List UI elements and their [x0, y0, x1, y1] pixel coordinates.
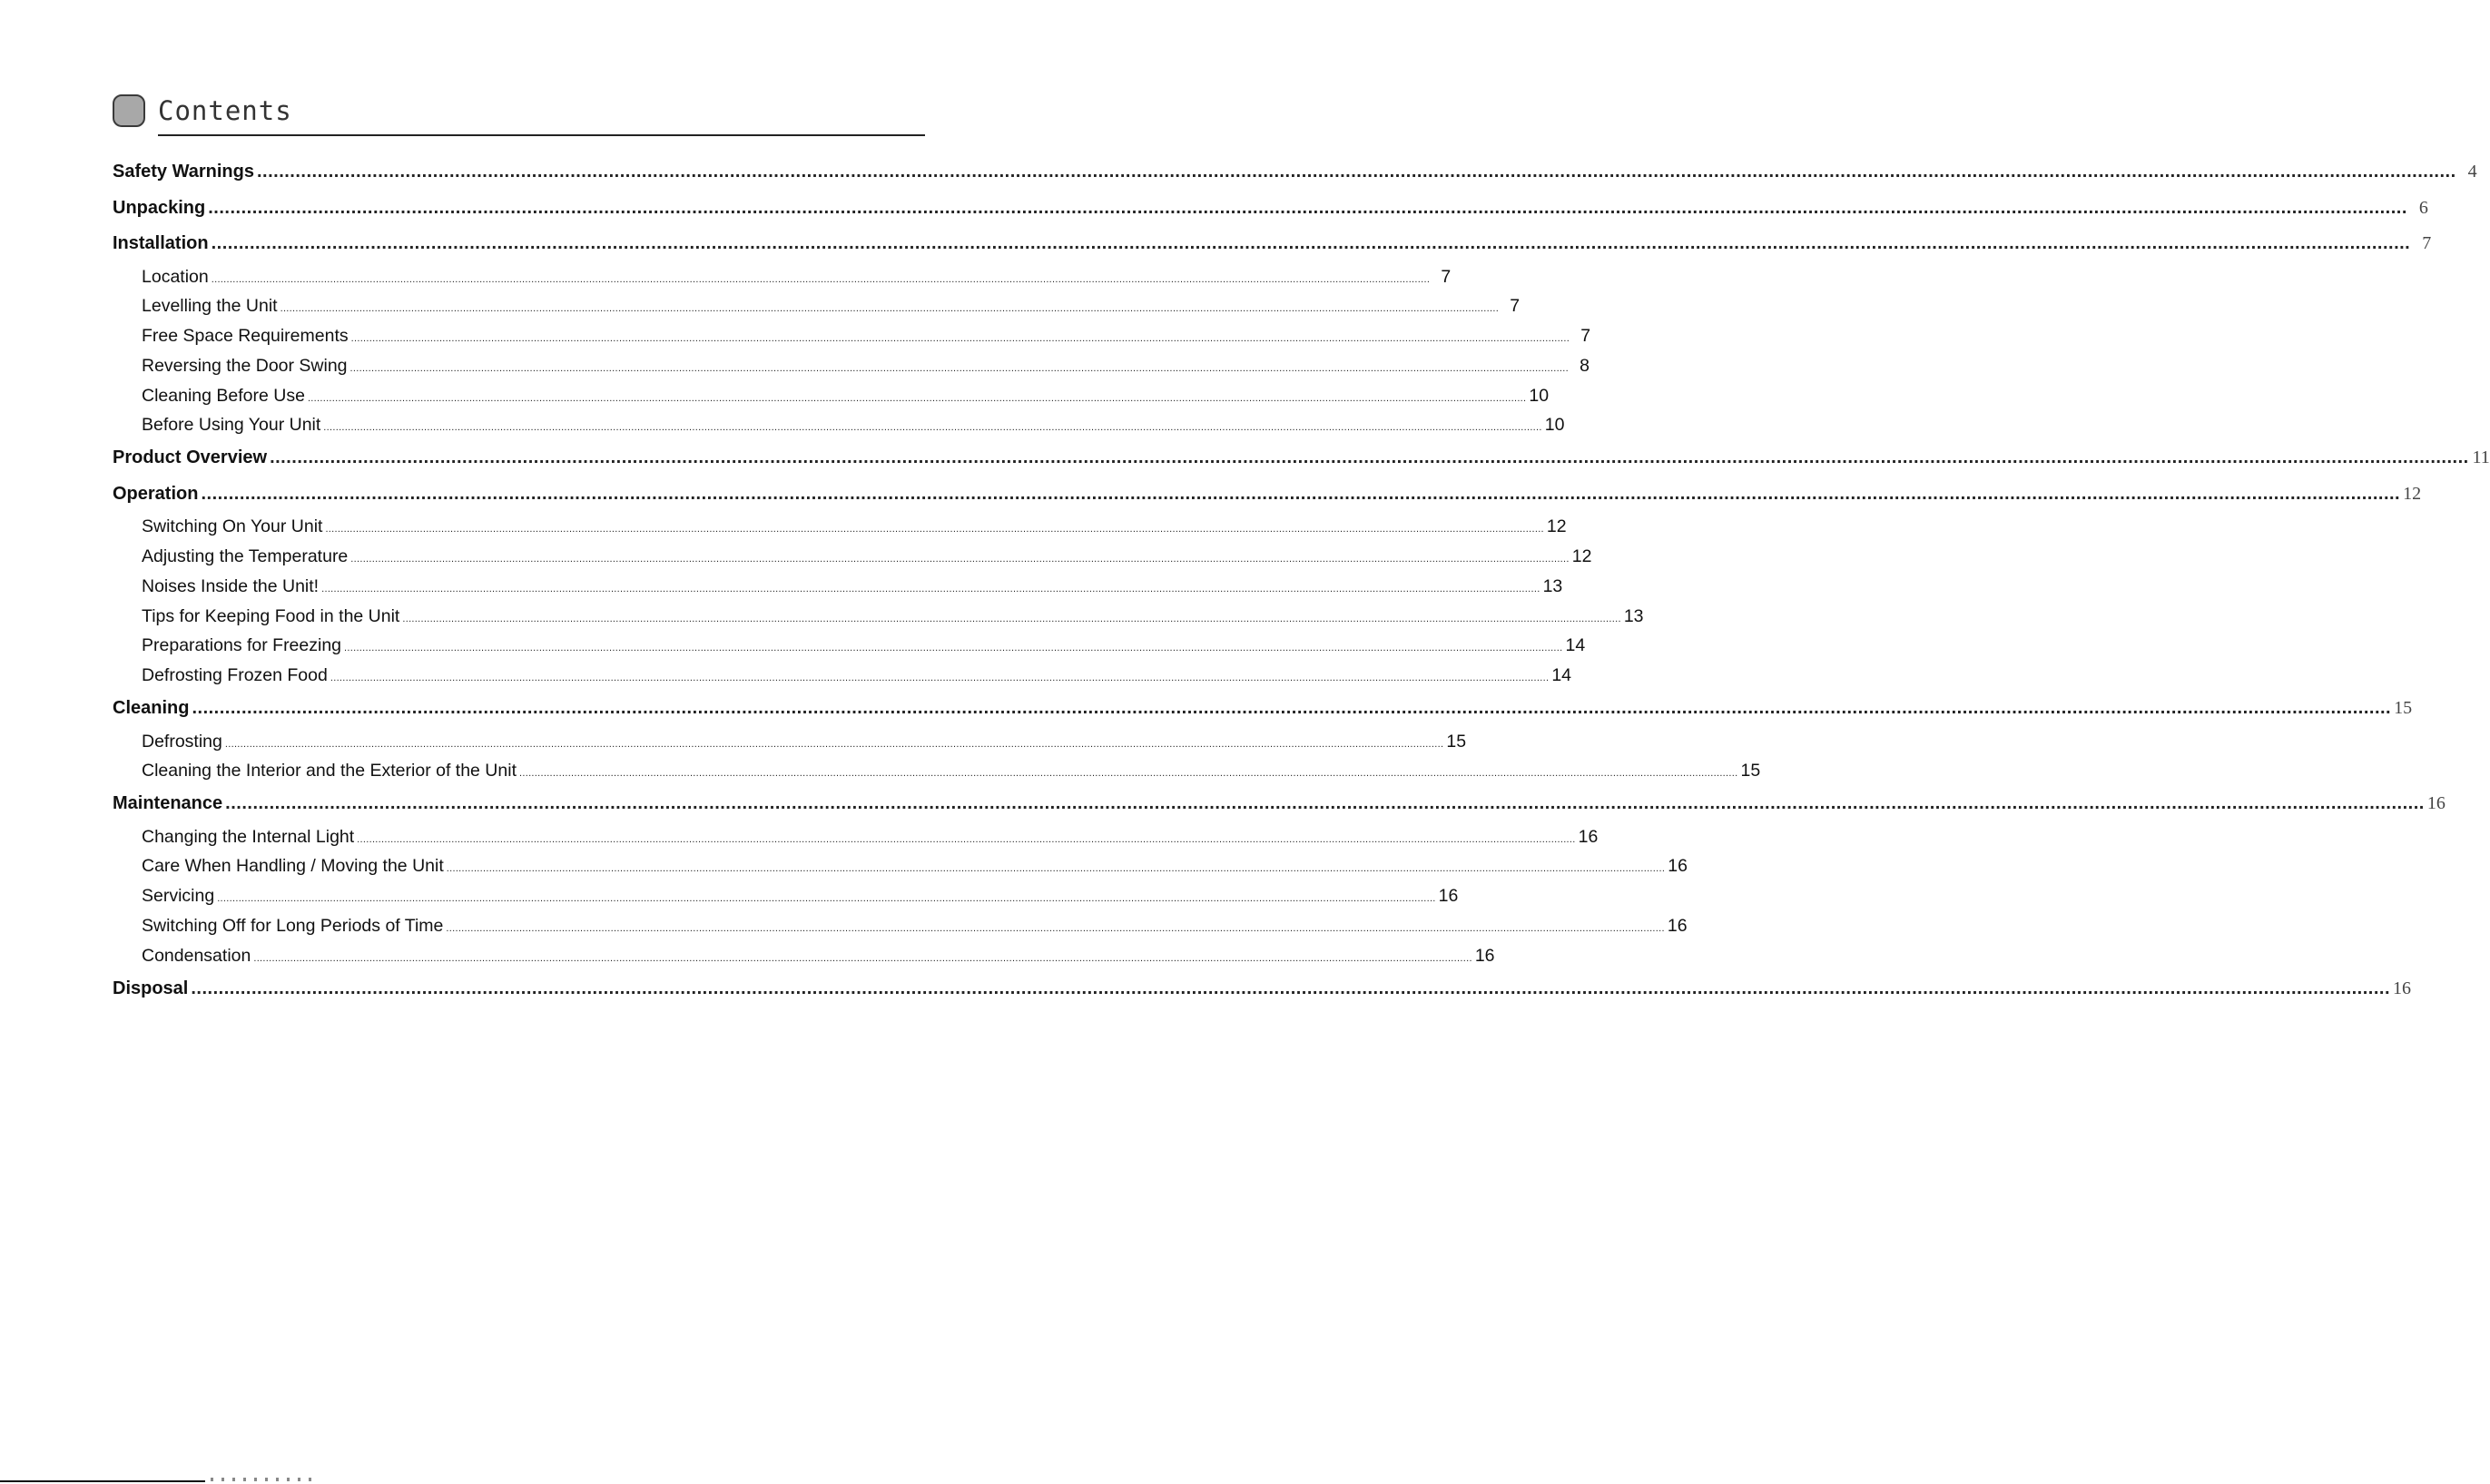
dot-leader: ................................................................................................................................................................................................................................................................................................................................................................................................................ — [330, 673, 1550, 684]
toc-entry-page-number: 13 — [1542, 575, 1563, 596]
toc-entry-label: Switching Off for Long Periods of Time — [142, 916, 444, 937]
toc-section-entry[interactable] — [113, 226, 2432, 262]
toc-entry-label: Preparations for Freezing — [142, 635, 342, 656]
rounded-square-icon — [113, 94, 145, 127]
toc-subsection-entry[interactable] — [113, 661, 1572, 691]
dot-leader: ................................................................................................................................................................................................................................................................................................................................................................................................................ — [357, 833, 1576, 845]
dot-leader: ................................................................................................................................................................................................................................................................................................................................................................................................................ — [208, 197, 2407, 218]
toc-entry-page-number: 15 — [1740, 761, 1761, 781]
dot-leader: ................................................................................................................................................................................................................................................................................................................................................................................................................ — [307, 392, 1527, 404]
toc-entry-page-number: 16 — [1667, 916, 1688, 937]
dot-leader: ................................................................................................................................................................................................................................................................................................................................................................................................................ — [350, 333, 1570, 345]
toc-section-entry[interactable] — [113, 971, 2412, 1007]
toc-entry-page-number: 12 — [2403, 483, 2422, 504]
toc-entry-page-number: 7 — [2422, 233, 2432, 253]
toc-entry-page-number: 4 — [2467, 162, 2477, 182]
toc-entry-label: Cleaning the Interior and the Exterior of the Unit — [142, 761, 517, 781]
page-title: Contents — [158, 95, 292, 126]
dot-leader: ................................................................................................................................................................................................................................................................................................................................................................................................................ — [270, 447, 2469, 468]
toc-entry-page-number: 16 — [2426, 793, 2446, 814]
dot-leader: ................................................................................................................................................................................................................................................................................................................................................................................................................ — [211, 273, 1431, 285]
toc-subsection-entry[interactable] — [113, 512, 1567, 542]
toc-subsection-entry[interactable] — [113, 572, 1563, 602]
toc-entry-label: Operation — [113, 483, 199, 504]
toc-entry-page-number: 7 — [1580, 326, 1591, 347]
toc-entry-label: Changing the Internal Light — [142, 826, 355, 847]
toc-entry-label: Cleaning Before Use — [142, 385, 305, 406]
dot-leader: ................................................................................................................................................................................................................................................................................................................................................................................................................ — [446, 863, 1666, 875]
dot-leader: ................................................................................................................................................................................................................................................................................................................................................................................................................ — [350, 554, 1570, 565]
toc-entry-label: Noises Inside the Unit! — [142, 575, 320, 596]
toc-entry-page-number: 14 — [1551, 665, 1572, 686]
toc-entry-page-number: 10 — [1544, 415, 1565, 436]
dot-leader: ................................................................................................................................................................................................................................................................................................................................................................................................................ — [402, 613, 1621, 624]
dot-leader: ................................................................................................................................................................................................................................................................................................................................................................................................................ — [253, 952, 1472, 964]
dot-leader: ................................................................................................................................................................................................................................................................................................................................................................................................................ — [321, 583, 1540, 595]
toc-section-entry[interactable] — [113, 154, 2477, 191]
toc-section-entry[interactable] — [113, 191, 2428, 227]
toc-section-entry[interactable] — [113, 477, 2422, 513]
table-of-contents — [113, 154, 2490, 1007]
dot-leader: ................................................................................................................................................................................................................................................................................................................................................................................................................ — [256, 162, 2456, 182]
toc-subsection-entry[interactable] — [113, 881, 1459, 911]
toc-entry-label: Adjusting the Temperature — [142, 546, 349, 567]
toc-entry-page-number: 6 — [2418, 197, 2428, 218]
toc-entry-page-number: 16 — [1474, 945, 1495, 966]
toc-section-entry[interactable] — [113, 786, 2446, 822]
toc-entry-label: Levelling the Unit — [142, 296, 278, 317]
toc-entry-label: Unpacking — [113, 197, 206, 218]
toc-entry-label: Before Using Your Unit — [142, 415, 321, 436]
toc-entry-label: Installation — [113, 233, 209, 253]
footer-divider — [0, 1480, 205, 1482]
toc-entry-label: Care When Handling / Moving the Unit — [142, 856, 444, 877]
toc-entry-page-number: 16 — [2393, 978, 2412, 998]
toc-subsection-entry[interactable] — [113, 851, 1688, 881]
toc-entry-label: Condensation — [142, 945, 251, 966]
toc-subsection-entry[interactable] — [113, 321, 1591, 351]
toc-entry-label: Tips for Keeping Food in the Unit — [142, 605, 400, 626]
toc-entry-label: Safety Warnings — [113, 162, 254, 182]
dot-leader: ................................................................................................................................................................................................................................................................................................................................................................................................................ — [519, 768, 1738, 780]
toc-entry-page-number: 13 — [1623, 605, 1644, 626]
dot-leader: ................................................................................................................................................................................................................................................................................................................................................................................................................ — [344, 643, 1563, 654]
toc-subsection-entry[interactable] — [113, 410, 1565, 440]
toc-entry-label: Product Overview — [113, 447, 268, 468]
toc-entry-label: Free Space Requirements — [142, 326, 349, 347]
toc-entry-page-number: 16 — [1668, 856, 1688, 877]
dot-leader: ................................................................................................................................................................................................................................................................................................................................................................................................................ — [201, 483, 2401, 504]
toc-subsection-entry[interactable] — [113, 291, 1521, 321]
footer-marks — [211, 1478, 320, 1481]
dot-leader: ................................................................................................................................................................................................................................................................................................................................................................................................................ — [325, 524, 1544, 536]
dot-leader: ................................................................................................................................................................................................................................................................................................................................................................................................................ — [446, 923, 1665, 935]
toc-subsection-entry[interactable] — [113, 262, 1452, 292]
toc-subsection-entry[interactable] — [113, 631, 1586, 661]
toc-entry-page-number: 8 — [1580, 355, 1589, 376]
toc-entry-label: Reversing the Door Swing — [142, 355, 348, 376]
toc-entry-page-number: 15 — [1446, 731, 1467, 752]
dot-leader: ................................................................................................................................................................................................................................................................................................................................................................................................................ — [192, 698, 2392, 719]
toc-subsection-entry[interactable] — [113, 822, 1599, 852]
toc-entry-label: Cleaning — [113, 698, 190, 719]
toc-entry-page-number: 12 — [1571, 546, 1592, 567]
toc-subsection-entry[interactable] — [113, 542, 1592, 572]
toc-entry-page-number: 11 — [2472, 447, 2490, 468]
dot-leader: ................................................................................................................................................................................................................................................................................................................................................................................................................ — [191, 978, 2391, 998]
toc-entry-page-number: 10 — [1529, 385, 1550, 406]
toc-subsection-entry[interactable] — [113, 381, 1550, 411]
toc-subsection-entry[interactable] — [113, 911, 1688, 941]
dot-leader: ................................................................................................................................................................................................................................................................................................................................................................................................................ — [225, 793, 2425, 814]
toc-section-entry[interactable] — [113, 691, 2413, 727]
dot-leader: ................................................................................................................................................................................................................................................................................................................................................................................................................ — [217, 893, 1436, 905]
toc-entry-label: Defrosting Frozen Food — [142, 665, 328, 686]
contents-header — [113, 93, 925, 138]
toc-subsection-entry[interactable] — [113, 941, 1495, 971]
dot-leader: ................................................................................................................................................................................................................................................................................................................................................................................................................ — [280, 303, 1500, 315]
toc-section-entry[interactable] — [113, 440, 2490, 477]
toc-entry-page-number: 7 — [1510, 296, 1521, 317]
toc-entry-label: Servicing — [142, 886, 215, 907]
toc-subsection-entry[interactable] — [113, 602, 1644, 632]
toc-entry-label: Switching On Your Unit — [142, 516, 323, 537]
toc-entry-page-number: 16 — [1438, 886, 1459, 907]
toc-entry-page-number: 7 — [1441, 266, 1452, 287]
dot-leader: ................................................................................................................................................................................................................................................................................................................................................................................................................ — [349, 362, 1569, 374]
toc-entry-page-number: 14 — [1565, 635, 1586, 656]
toc-entry-page-number: 16 — [1578, 826, 1599, 847]
toc-entry-page-number: 15 — [2394, 698, 2413, 719]
dot-leader: ................................................................................................................................................................................................................................................................................................................................................................................................................ — [211, 233, 2411, 253]
dot-leader: ................................................................................................................................................................................................................................................................................................................................................................................................................ — [323, 422, 1542, 434]
toc-subsection-entry[interactable] — [113, 756, 1761, 786]
toc-entry-page-number: 12 — [1546, 516, 1567, 537]
toc-subsection-entry[interactable] — [113, 727, 1467, 757]
toc-subsection-entry[interactable] — [113, 351, 1589, 381]
toc-entry-label: Disposal — [113, 978, 189, 998]
dot-leader: ................................................................................................................................................................................................................................................................................................................................................................................................................ — [224, 738, 1444, 750]
toc-entry-label: Location — [142, 266, 209, 287]
toc-entry-label: Defrosting — [142, 731, 222, 752]
toc-entry-label: Maintenance — [113, 793, 223, 814]
header-divider — [158, 134, 925, 136]
